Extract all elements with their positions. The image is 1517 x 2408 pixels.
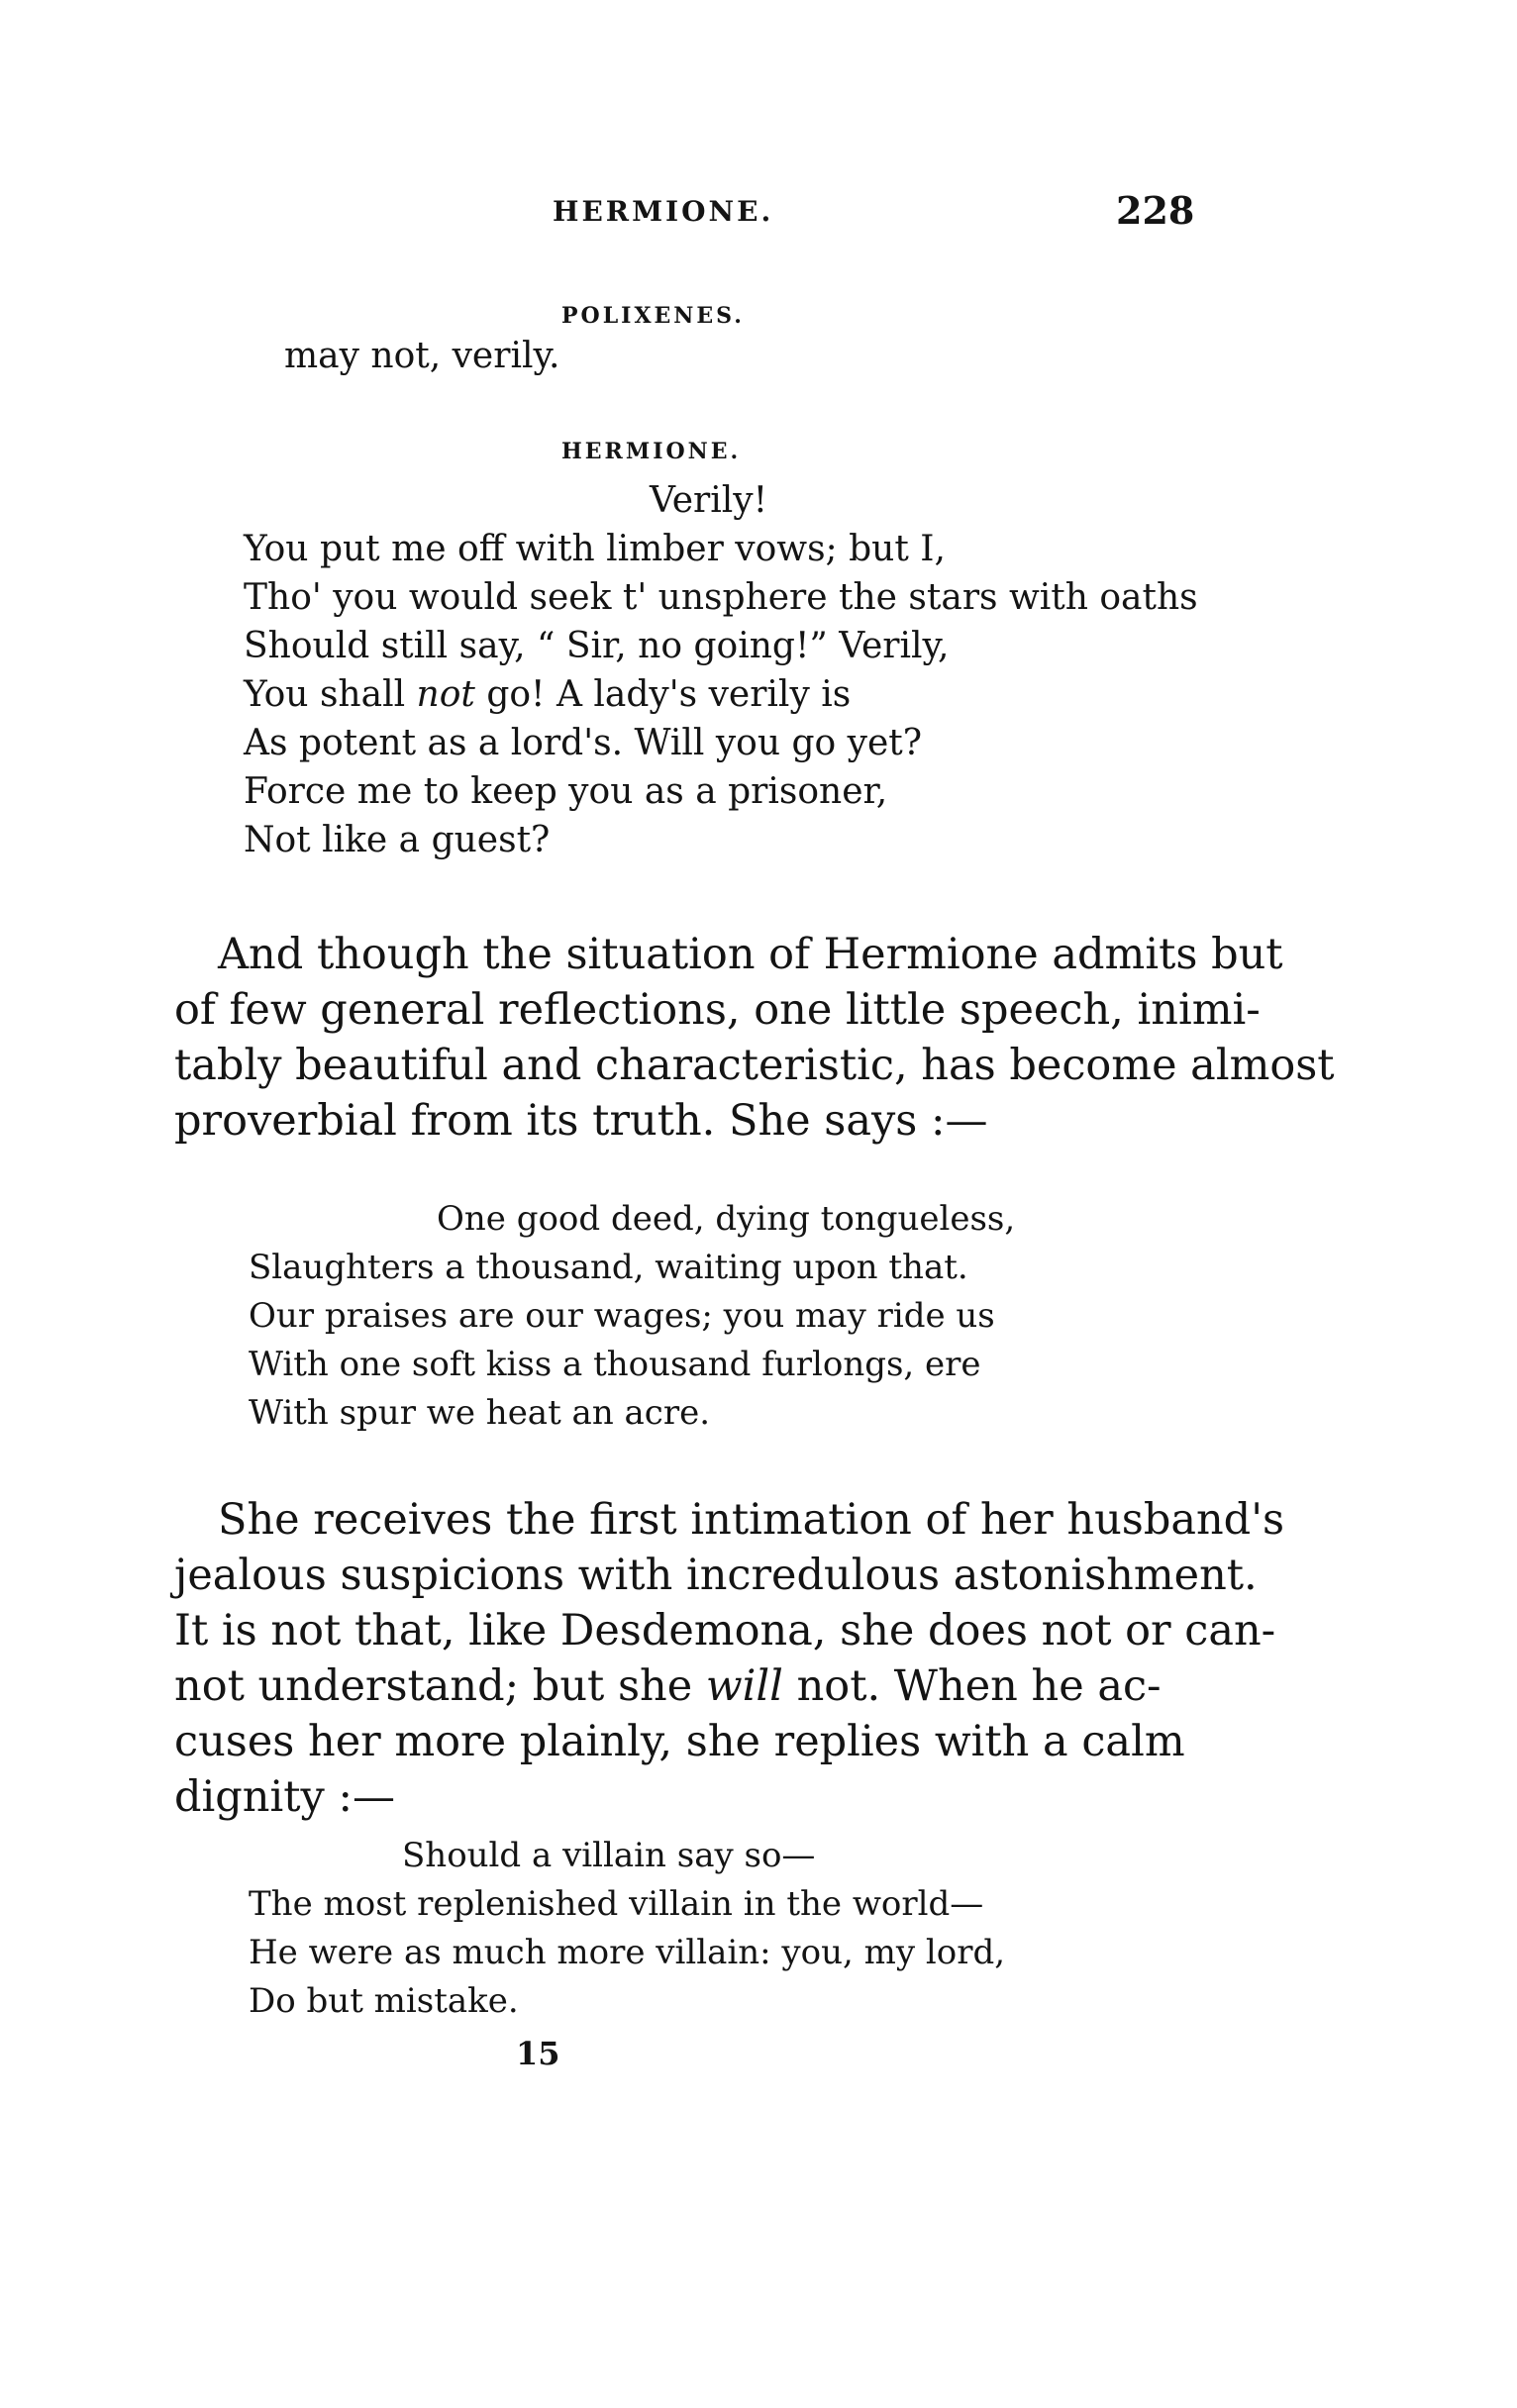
- paragraph: [174, 1492, 1285, 1825]
- paragraph-line: dignity :—: [174, 1772, 395, 1822]
- verse-line: [244, 670, 1198, 719]
- quotation-block: [249, 1832, 1005, 2026]
- running-title: HERMIONE.: [553, 195, 774, 228]
- verse-line: You put me off with limber vows; but I,: [244, 529, 946, 569]
- paragraph-line: cuses her more plainly, she replies with a calm: [174, 1717, 1185, 1766]
- paragraph-line: tably beautiful and characteristic, has become almost: [174, 1041, 1335, 1090]
- quote-line: Slaughters a thousand, waiting upon that.: [249, 1248, 968, 1287]
- quote-line: One good deed, dying tongueless,: [437, 1199, 1016, 1239]
- verse-line: Tho' you would seek t' unsphere the stars with oaths: [244, 577, 1198, 618]
- quote-line: Should a villain say so—: [402, 1836, 816, 1875]
- paragraph-line: It is not that, like Desdemona, she does not or can-: [174, 1606, 1276, 1656]
- paragraph-text: not understand; but she: [174, 1661, 706, 1711]
- quote-line: With one soft kiss a thousand furlongs, ere: [249, 1345, 981, 1384]
- speaker-name: POLIXENES.: [561, 303, 745, 329]
- paragraph-line: jealous suspicions with incredulous astonishment.: [174, 1551, 1258, 1600]
- speaker-name: HERMIONE.: [561, 439, 742, 464]
- verse-text: You shall: [244, 674, 417, 715]
- paragraph-text: not. When he ac-: [782, 1661, 1162, 1711]
- dialogue-line: may not, verily.: [284, 336, 560, 376]
- quote-line: Our praises are our wages; you may ride us: [249, 1296, 995, 1336]
- quote-line: Do but mistake.: [249, 1981, 519, 2021]
- emphasis: will: [705, 1661, 783, 1711]
- paragraph-line: And though the situation of Hermione admits but: [218, 930, 1283, 979]
- quotation-block: [249, 1195, 1015, 1438]
- quote-line: With spur we heat an acre.: [249, 1393, 711, 1433]
- signature-mark: 15: [516, 2035, 560, 2072]
- verse-line: Force me to keep you as a prisoner,: [244, 771, 888, 812]
- verse-line: As potent as a lord's. Will you go yet?: [244, 723, 923, 763]
- verse-text: go! A lady's verily is: [474, 674, 852, 715]
- verse-line: Verily!: [650, 480, 768, 521]
- paragraph-line: proverbial from its truth. She says :—: [174, 1096, 988, 1146]
- verse-line: Not like a guest?: [244, 820, 551, 860]
- paragraph-line: [174, 1658, 1162, 1714]
- verse-block: [244, 476, 1198, 864]
- quote-line: The most replenished villain in the world—: [249, 1884, 984, 1924]
- paragraph-line: She receives the first intimation of her husband's: [218, 1495, 1285, 1545]
- quote-line: He were as much more villain: you, my lord,: [249, 1933, 1006, 1972]
- page-number: 228: [1116, 188, 1195, 233]
- emphasis: not: [416, 674, 475, 715]
- paragraph-line: of few general reflections, one little speech, inimi-: [174, 985, 1261, 1035]
- paragraph: [174, 927, 1335, 1149]
- verse-line: Should still say, “ Sir, no going!” Verily,: [244, 626, 950, 666]
